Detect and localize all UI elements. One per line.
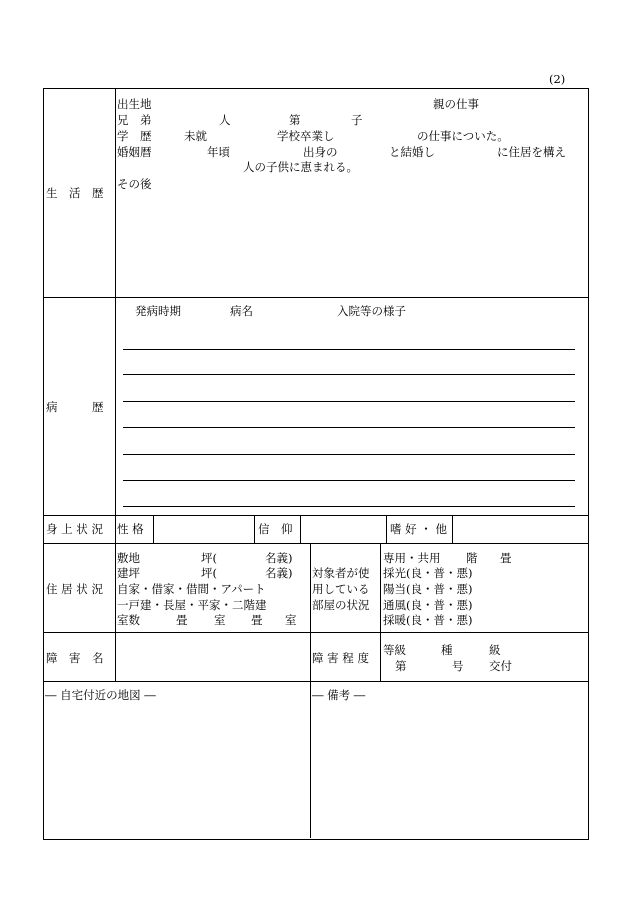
siblings-label: 兄 弟 [117, 113, 152, 127]
entry-line [123, 427, 575, 428]
year-approx-label: 年頃 [207, 145, 230, 159]
divider [386, 515, 387, 543]
building-name: 名義) [265, 566, 293, 580]
character-label: 性 格 [117, 522, 144, 536]
number-label: 第 [395, 659, 407, 673]
divider [380, 543, 381, 632]
land-name: 名義) [265, 551, 293, 565]
divider [300, 515, 301, 543]
go-label: 号 [452, 659, 464, 673]
parent-job-label: 親の仕事 [433, 97, 479, 111]
building-tsubo: 坪( [201, 566, 217, 580]
exclusive-options: 専用・共用 [383, 551, 441, 565]
faith-label: 信 仰 [258, 522, 293, 536]
hobby-label: 嗜 好 ・ 他 [390, 522, 447, 536]
divider [43, 543, 588, 544]
room-label: 室 [214, 613, 226, 627]
hospital-label: 入院等の様子 [337, 304, 406, 318]
sun-options: 陽当(良・普・悪) [383, 582, 473, 596]
grade-label: 等級 [383, 643, 406, 657]
land-tsubo: 坪( [201, 551, 217, 565]
disability-label: 障 害 名 [46, 651, 104, 665]
ventilation-options: 通風(良・普・悪) [383, 598, 473, 612]
room-status-label-2: 用している [312, 582, 370, 596]
disability-degree-label: 障 害 程 度 [312, 651, 369, 665]
origin-label: 出身の [303, 145, 338, 159]
life-history-label: 生 活 歴 [46, 186, 104, 200]
light-options: 採光(良・普・悪) [383, 566, 473, 580]
page-number: (2) [549, 72, 566, 86]
entry-line [123, 454, 575, 455]
map-label: ― 自宅付近の地図 ― [45, 688, 156, 702]
divider [43, 297, 588, 298]
divider [43, 515, 588, 516]
residence-label: に住居を構え [497, 145, 566, 159]
married-with-label: と結婚し [389, 145, 435, 159]
divider [43, 632, 588, 633]
child-label: 子 [351, 113, 363, 127]
divider [254, 515, 255, 543]
marriage-label: 婚姻暦 [117, 145, 152, 159]
medical-history-label: 病 歴 [46, 400, 104, 414]
divider [153, 515, 154, 543]
entry-line [123, 374, 575, 375]
entry-line [123, 480, 575, 481]
school-grad-label: 学校卒業し [277, 129, 335, 143]
land-label: 敷地 [117, 551, 140, 565]
label-column-divider [115, 88, 116, 682]
entry-line [123, 401, 575, 402]
room-status-label-3: 部屋の状況 [312, 598, 370, 612]
remarks-label: ― 備考 ― [312, 688, 366, 702]
divider [310, 681, 311, 838]
children-label: 人の子供に恵まれる。 [243, 160, 358, 174]
floor-tatami-label: 畳 [500, 551, 512, 565]
entry-line [123, 349, 575, 350]
level-label: 級 [489, 643, 501, 657]
room-status-label-1: 対象者が使 [312, 566, 370, 580]
tatami-label: 畳 [176, 613, 188, 627]
house-type-options: 一戸建・長屋・平家・二階建 [117, 598, 267, 612]
floor-label: 階 [466, 551, 478, 565]
after-label: その後 [117, 177, 152, 191]
education-label: 学 歴 [117, 129, 152, 143]
divider [310, 543, 311, 632]
divider [310, 632, 311, 681]
divider [380, 632, 381, 681]
building-label: 建坪 [117, 566, 140, 580]
job-start-label: の仕事についた。 [417, 129, 509, 143]
incomplete-label: 未就 [184, 129, 207, 143]
persons-label: 人 [219, 113, 231, 127]
issued-label: 交付 [489, 659, 512, 673]
rooms-label: 室数 [117, 613, 140, 627]
disease-label: 病名 [230, 304, 253, 318]
heating-options: 採暖(良・普・悪) [383, 613, 473, 627]
birthplace-label: 出生地 [117, 97, 152, 111]
personal-label: 身 上 状 況 [46, 522, 103, 536]
kind-label: 種 [441, 643, 453, 657]
ownership-options: 自家・借家・借間・アパート [117, 582, 266, 596]
order-label: 第 [289, 113, 301, 127]
divider [452, 515, 453, 543]
housing-label: 住 居 状 況 [46, 582, 103, 596]
onset-label: 発病時期 [135, 304, 181, 318]
divider [43, 681, 588, 682]
room2-label: 室 [285, 613, 297, 627]
form-frame [43, 88, 589, 840]
room-tatami-label: 畳 [251, 613, 263, 627]
entry-line [123, 506, 575, 507]
